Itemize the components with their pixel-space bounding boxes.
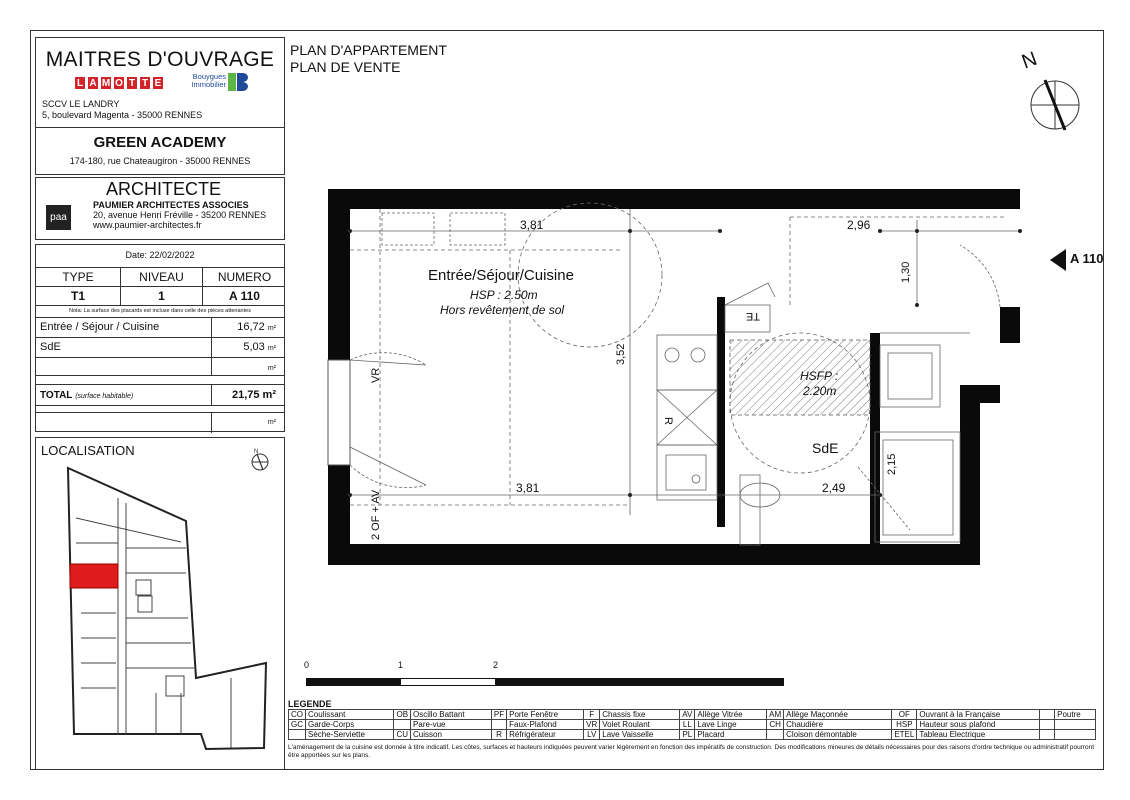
dim-352: 3,52 <box>615 343 627 365</box>
disclaimer-note: L'aménagement de la cuisine est donnée à titre indicatif. Les côtes, surfaces et hauteurs indiquées peuvent varier légèrement en fonction des impératifs de construction. Des modifications mineures de détails nécessaires pour des raisons d'ordre technique ou administratif pourront être apportées sur les plans. <box>288 744 1095 759</box>
te-label: TE <box>745 310 760 322</box>
mo-address: 5, boulevard Magenta - 35000 RENNES <box>42 110 203 120</box>
room-row <box>36 337 284 357</box>
hsfp-label: HSFP : <box>800 369 839 383</box>
total-row <box>36 384 284 406</box>
header-niveau: NIVEAU <box>120 268 202 286</box>
dim-130: 1,30 <box>900 261 912 283</box>
legend-row: GC Garde-Corps Pare-vue Faux-Plafond VR Volet Roulant LL Lave Linge CH Chaudière HSP Hauteur sous plafond <box>289 720 1096 730</box>
room-value: 16,72 <box>237 321 265 333</box>
room-unit: m² <box>267 325 276 332</box>
plan-date: Date: 22/02/2022 <box>125 250 195 260</box>
plan-linework <box>350 203 1020 545</box>
scale-bar <box>306 678 784 686</box>
bouygues-logo: Bouygues Immobilier <box>191 72 226 89</box>
header-numero: NUMERO <box>202 268 286 286</box>
site-plan <box>36 438 286 771</box>
dim-215: 2,15 <box>886 453 898 475</box>
total-label: TOTAL <box>40 390 73 401</box>
maitres-title: MAITRES D'OUVRAGE <box>45 48 275 71</box>
value-niveau: 1 <box>120 287 202 305</box>
value-numero: A 110 <box>202 287 286 305</box>
localisation-title: LOCALISATION <box>41 443 135 458</box>
room-label: SdE <box>40 341 61 353</box>
architecte-address: 20, avenue Henri Fréville - 35200 RENNES <box>93 210 267 220</box>
unit-marker-icon <box>1048 249 1066 271</box>
of-av-label: 2 OF + AV <box>370 489 382 540</box>
room-unit: m² <box>267 345 276 352</box>
header-type: TYPE <box>62 270 94 284</box>
lamotte-logo: L A M O T T E <box>74 76 164 90</box>
value-type: T1 <box>70 289 85 303</box>
values-row <box>36 286 284 305</box>
program-address: 174-180, rue Chateaugiron - 35000 RENNES <box>69 156 251 166</box>
dim-381-bot: 3,81 <box>516 481 540 495</box>
scale-label-1: 1 <box>398 660 404 670</box>
sccv-name: SCCV LE LANDRY <box>42 99 120 109</box>
dim-249: 2,49 <box>822 481 846 495</box>
bouygues-mark-icon <box>228 71 250 93</box>
hors-label: Hors revêtement de sol <box>440 303 565 317</box>
legend-table <box>288 709 1096 740</box>
room-row <box>36 357 284 376</box>
room-unit: m² <box>267 365 276 372</box>
architecte-name: PAUMIER ARCHITECTES ASSOCIES <box>93 200 249 210</box>
floor-plan <box>320 185 1025 570</box>
maitres-ouvrage-panel <box>35 37 285 175</box>
total-sub: (surface habitable) <box>75 393 134 400</box>
scale-label-0: 0 <box>304 660 310 670</box>
svg-text:N: N <box>254 449 259 455</box>
plan-title-1: PLAN D'APPARTEMENT <box>290 42 447 58</box>
legend <box>288 699 1096 740</box>
legend-row: CO Coulissant OB Oscillo Battant PF Porte Fenêtre F Chassis fixe AV Allège Vitrée AM Allège Maçonnée OF Ouvrant à la Française Poutre <box>289 710 1096 720</box>
plan-titles <box>290 42 447 76</box>
room-row <box>36 317 284 337</box>
total-value: 21,75 m² <box>231 389 276 401</box>
extra-row <box>36 412 284 433</box>
dim-381-top: 3,81 <box>520 218 544 232</box>
sde-label: SdE <box>812 440 839 456</box>
room-value: 5,03 <box>243 341 265 353</box>
vr-label: VR <box>370 367 382 383</box>
extra-unit: m² <box>267 419 276 426</box>
hsp-label: HSP : 2.50m <box>470 288 538 302</box>
apartment-highlight <box>70 564 118 588</box>
room-label: Entrée / Séjour / Cuisine <box>40 321 160 333</box>
north-label: N <box>1018 47 1041 74</box>
legend-row: Sèche-Serviette CU Cuisson R Réfrigérateur LV Lave Vaisselle PL Placard Cloison démontable ETEL Tableau Electrique <box>289 730 1096 740</box>
hsfp-height: 2.20m <box>803 384 837 398</box>
fridge-label: R <box>662 417 674 425</box>
architecte-web: www.paumier-architectes.fr <box>93 220 202 230</box>
north-arrow-icon <box>1015 45 1085 140</box>
architecte-panel <box>35 177 285 240</box>
info-table <box>35 244 285 432</box>
surface-note: Nota: La surface des placards est incluse dans celle des pièces attenantes <box>36 305 284 317</box>
localisation-panel <box>35 437 285 770</box>
dim-296: 2,96 <box>847 218 871 232</box>
scale-label-2: 2 <box>493 660 499 670</box>
header-row <box>36 267 284 286</box>
unit-reference: A 110 <box>1070 251 1104 266</box>
plan-title-2: PLAN DE VENTE <box>290 59 401 75</box>
legend-title: LEGENDE <box>288 699 332 709</box>
paa-logo: paa <box>46 205 71 230</box>
program-name: GREEN ACADEMY <box>93 134 227 151</box>
architecte-title: ARCHITECTE <box>106 179 222 199</box>
room-main-label: Entrée/Séjour/Cuisine <box>428 267 574 284</box>
